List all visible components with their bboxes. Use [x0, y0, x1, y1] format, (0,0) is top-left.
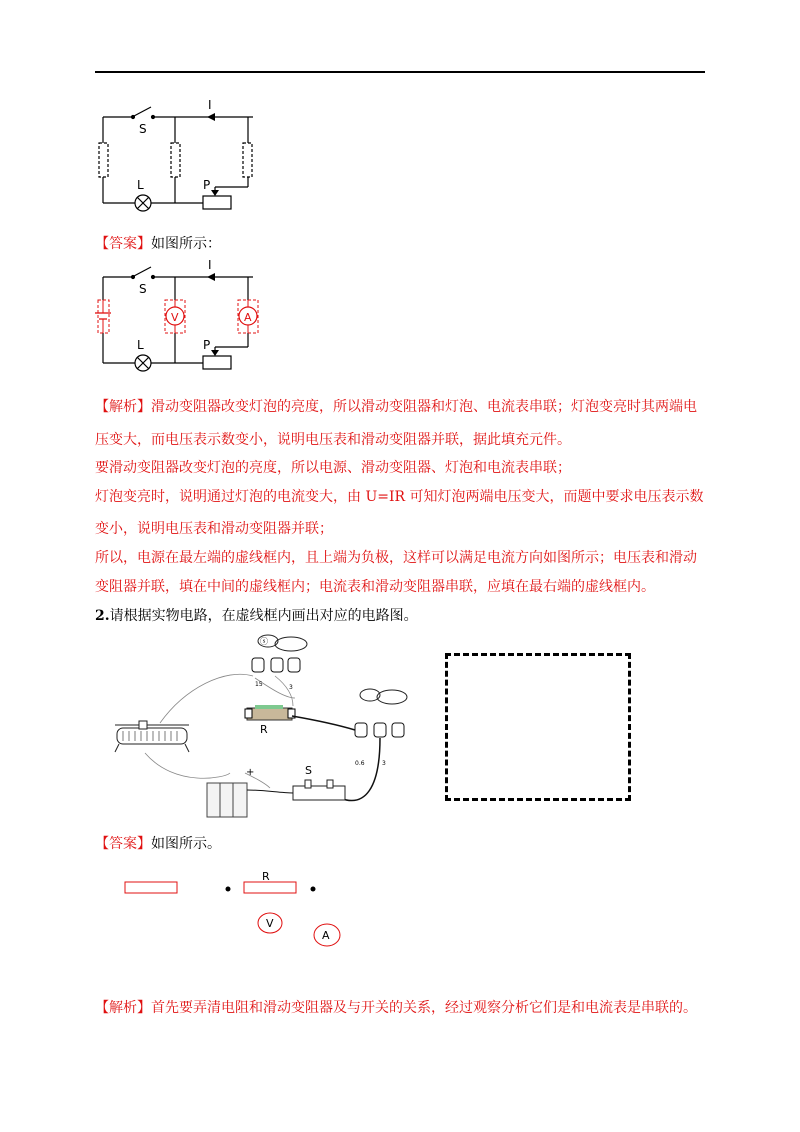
ammeter-A-label: A	[244, 311, 252, 324]
analysis-line-1	[95, 398, 697, 416]
question-text: 请根据实物电路，在虚线框内画出对应的电路图。	[109, 608, 418, 624]
analysis-tag: 【解析】	[95, 399, 151, 415]
answer-text: 如图所示。	[151, 836, 221, 852]
analysis-text: 首先要弄清电阻和滑动变阻器及与开关的关系，经过观察分析它们是和电流表是串联的。	[151, 1000, 697, 1016]
voltmeter-V-label: V	[171, 311, 179, 324]
answer-circuit-fragments	[120, 868, 360, 953]
svg-text:ⓢ: ⓢ	[260, 637, 268, 646]
v15-label: 15	[255, 681, 263, 688]
ammeter-terminals	[355, 689, 407, 767]
analysis-line-6: 所以，电源在最左端的虚线框内，且上端为负极，这样可以满足电流方向如图所示；电压表和滑动	[95, 550, 697, 566]
analysis-line-4: 灯泡变亮时，说明通过灯泡的电流变大，由 U=IR 可知灯泡两端电压变大，而题中要求电压表示数	[95, 489, 704, 505]
resistor-R-label: R	[262, 870, 270, 883]
a06-label: 0.6	[355, 760, 365, 767]
resistor-box	[125, 882, 177, 893]
answer-line-2	[95, 835, 221, 853]
label-lamp-L: L	[137, 338, 144, 352]
drawing-area-box[interactable]	[445, 653, 631, 801]
answer-text: 如图所示：	[151, 236, 221, 252]
physical-circuit-illustration	[105, 628, 425, 828]
a3-label: 3	[382, 760, 386, 767]
label-rheostat-P: P	[203, 178, 211, 192]
header-rule	[95, 71, 705, 73]
circuit-diagram-question	[95, 95, 275, 215]
question-2	[95, 607, 418, 625]
analysis-line-5: 变小，说明电压表和滑动变阻器并联；	[95, 521, 333, 537]
circuit-diagram-answer	[95, 255, 275, 375]
analysis-tag: 【解析】	[95, 1000, 151, 1016]
question-number: 2.	[95, 608, 110, 624]
label-rheostat-P: P	[203, 338, 211, 352]
label-lamp-L: L	[137, 178, 144, 192]
label-current-I: I	[208, 258, 212, 272]
analysis-text: 滑动变阻器改变灯泡的亮度，所以滑动变阻器和灯泡、电流表串联；灯泡变亮时其两端电	[151, 399, 697, 415]
label-switch-S: S	[139, 122, 147, 136]
resistor-R-shape	[247, 708, 292, 720]
ammeter-A-label: A	[322, 929, 330, 942]
answer-line-1	[95, 235, 221, 253]
analysis-line-3: 要滑动变阻器改变灯泡的亮度，所以电源、滑动变阻器、灯泡和电流表串联；	[95, 460, 571, 476]
switch-shape	[293, 764, 345, 800]
switch-S-label: S	[305, 764, 312, 777]
resistor-R-box	[244, 882, 296, 893]
label-current-I: I	[208, 98, 212, 112]
battery-shape	[207, 767, 254, 817]
resistor-R-label: R	[260, 723, 268, 736]
voltmeter-terminals	[252, 635, 307, 691]
voltmeter-V-label: V	[266, 917, 274, 930]
analysis-line-2: 压变大，而电压表示数变小，说明电压表和滑动变阻器并联，据此填充元件。	[95, 432, 571, 448]
answer-tag: 【答案】	[95, 236, 151, 252]
analysis-q2	[95, 999, 697, 1017]
v3-label: 3	[289, 684, 293, 691]
rheostat-shape	[115, 721, 189, 752]
analysis-line-7: 变阻器并联，填在中间的虚线框内；电流表和滑动变阻器串联，应填在最右端的虚线框内。	[95, 579, 655, 595]
label-switch-S: S	[139, 282, 147, 296]
battery-plus-label: +	[246, 767, 255, 778]
answer-tag: 【答案】	[95, 836, 151, 852]
